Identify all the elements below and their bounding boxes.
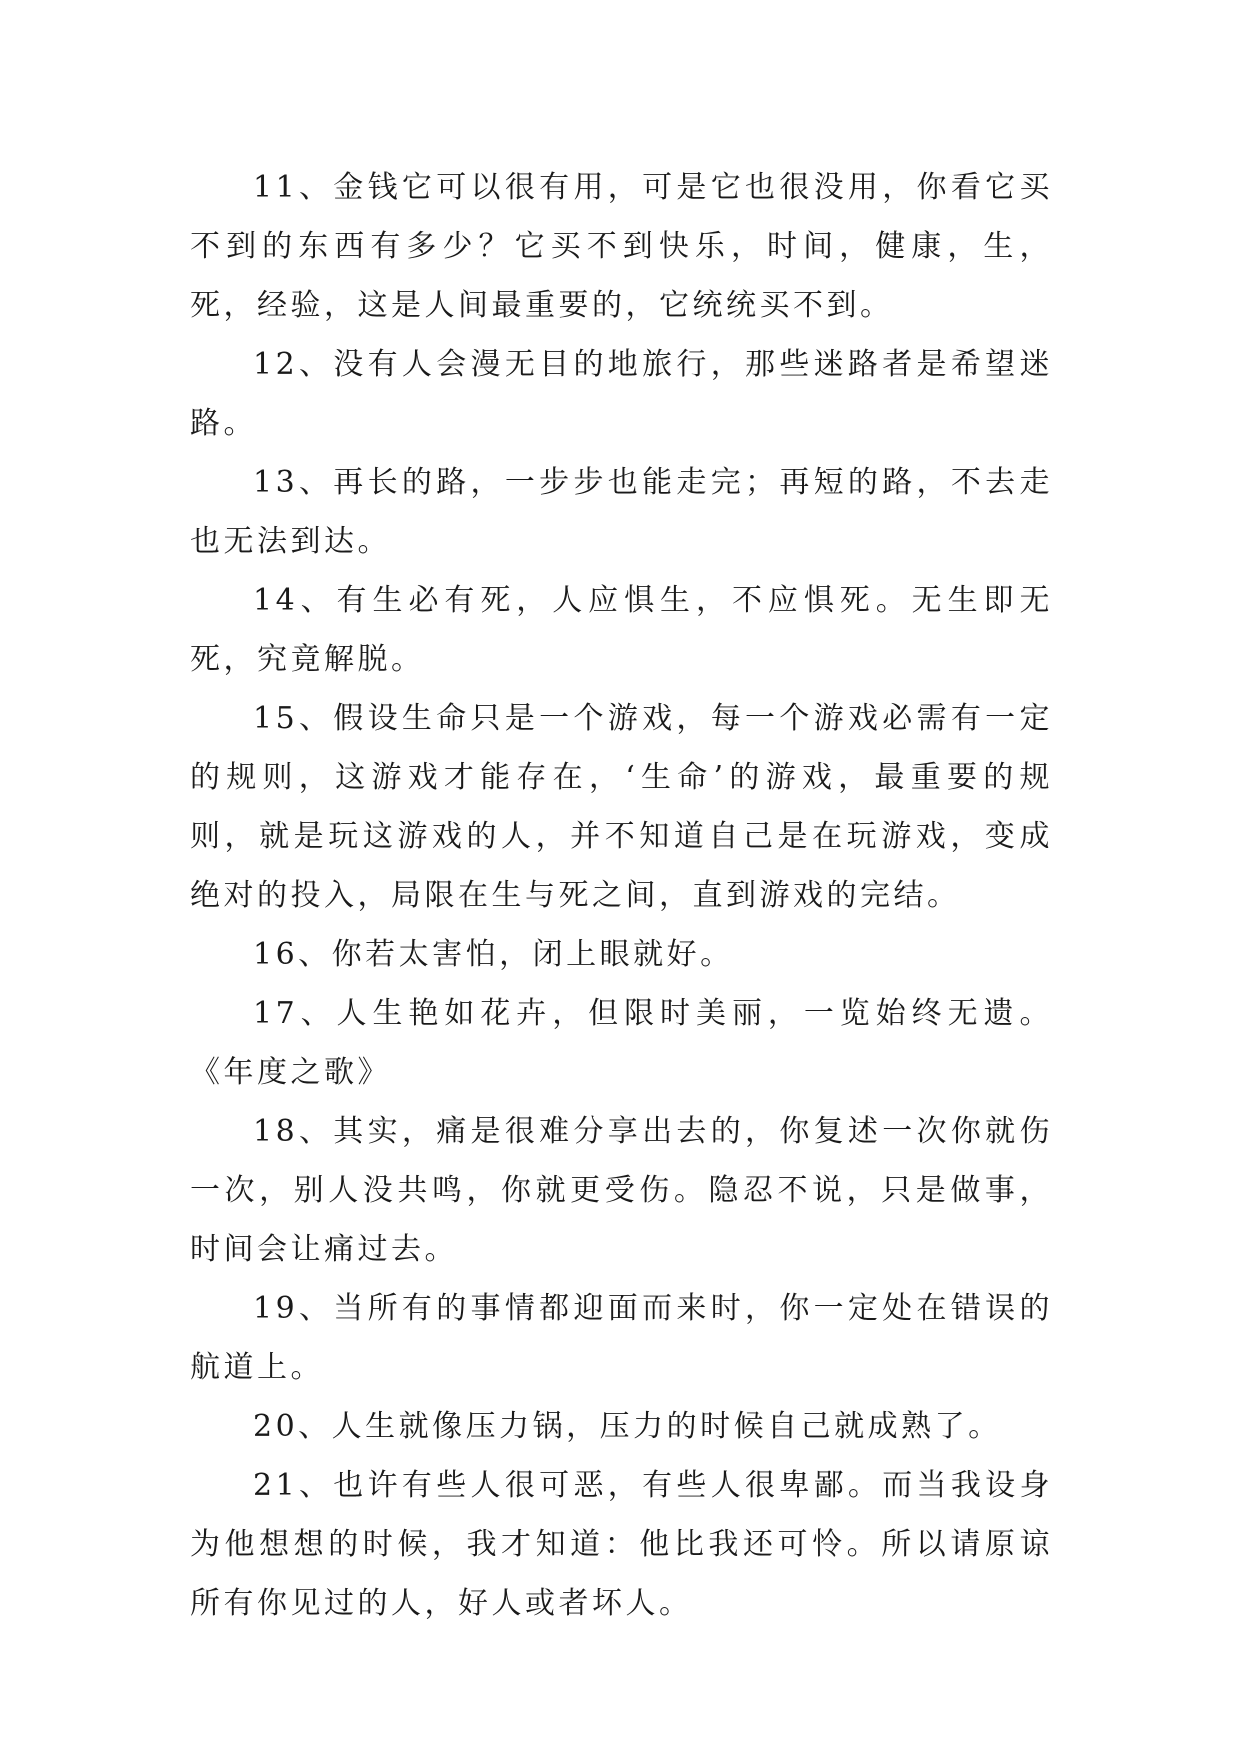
- quote-paragraph-15: 15、假设生命只是一个游戏，每一个游戏必需有一定的规则，这游戏才能存在，‘生命’的游戏，最重要的规则，就是玩这游戏的人，并不知道自己是在玩游戏，变成绝对的投入，局限在生与死之间，直到游戏的完结。: [190, 701, 1053, 913]
- quote-paragraph-19: 19、当所有的事情都迎面而来时，你一定处在错误的航道上。: [190, 1291, 1053, 1385]
- quote-paragraph-17: 17、人生艳如花卉，但限时美丽，一览始终无遗。《年度之歌》: [190, 996, 1053, 1090]
- quote-paragraph-14: 14、有生必有死，人应惧生，不应惧死。无生即无死，究竟解脱。: [190, 583, 1053, 677]
- quote-paragraph-12: 12、没有人会漫无目的地旅行，那些迷路者是希望迷路。: [190, 347, 1053, 441]
- quote-paragraph-21: 21、也许有些人很可恶，有些人很卑鄙。而当我设身为他想想的时候，我才知道：他比我还可怜。所以请原谅所有你见过的人，好人或者坏人。: [190, 1468, 1053, 1621]
- quote-paragraph-18: 18、其实，痛是很难分享出去的，你复述一次你就伤一次，别人没共鸣，你就更受伤。隐忍不说，只是做事，时间会让痛过去。: [190, 1114, 1053, 1267]
- quote-paragraph-20: 20、人生就像压力锅，压力的时候自己就成熟了。: [253, 1409, 1002, 1444]
- quote-paragraph-13: 13、再长的路，一步步也能走完；再短的路，不去走也无法到达。: [190, 465, 1053, 559]
- quote-paragraph-11: 11、金钱它可以很有用，可是它也很没用，你看它买不到的东西有多少？它买不到快乐，时间，健康，生，死，经验，这是人间最重要的，它统统买不到。: [190, 170, 1053, 323]
- document-body: [190, 158, 1053, 1633]
- quote-paragraph-16: 16、你若太害怕，闭上眼就好。: [253, 937, 734, 972]
